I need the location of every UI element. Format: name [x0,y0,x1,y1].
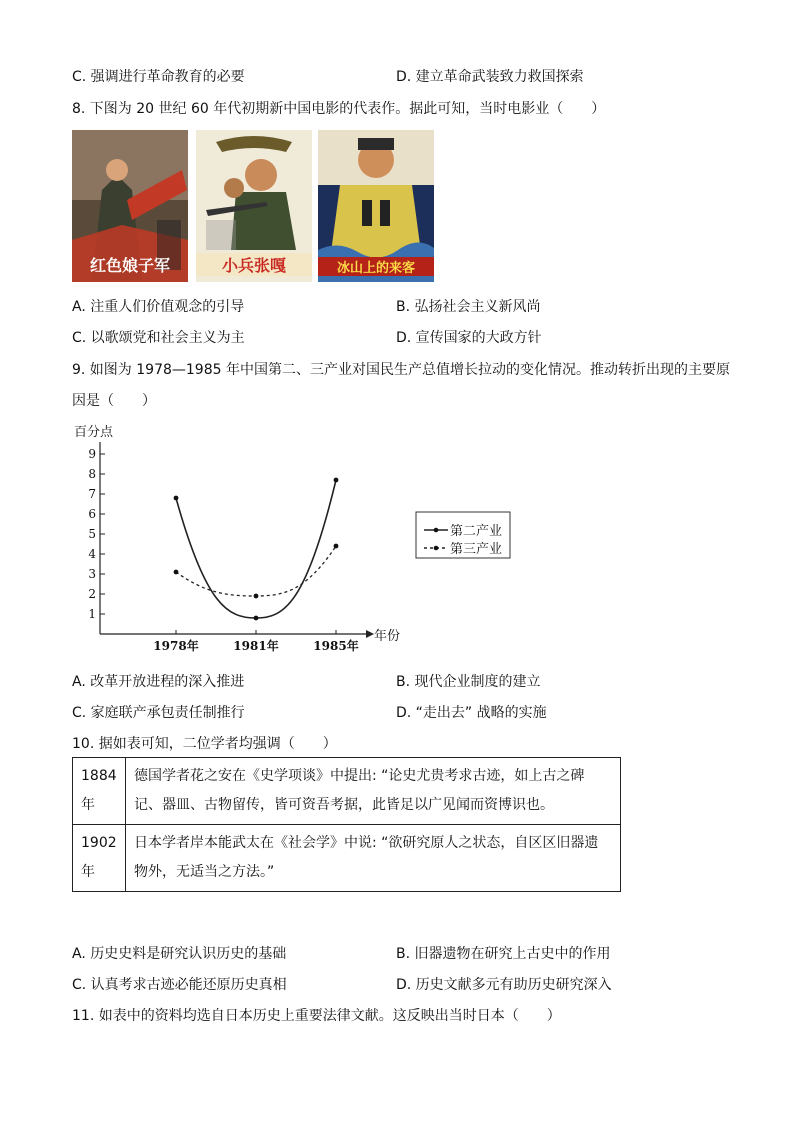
quote-line: 德国学者花之安在《史学项谈》中提出: “论史尤贵考求古迹，如上古之碑 [134,768,585,784]
q7-option-d: D. 建立革命武装致力救国探索 [396,69,584,85]
quote-line: 记、器皿、古物留传，皆可资吾考据，此皆足以广见闻而资博识也。 [134,797,554,813]
q9-option-c: C. 家庭联产承包责任制推行 [72,705,245,721]
q9-stem-line1: 9. 如图为 1978—1985 年中国第二、三产业对国民生产总值增长拉动的变化情况。推动转折出现的主要原 [72,362,730,378]
legend-label: 第三产业 [450,542,503,557]
poster-title-1: 红色娘子军 [89,256,170,275]
data-point [334,544,339,549]
poster-image-2 [196,130,312,282]
x-tick-label: 1981年 [233,639,279,653]
q10-option-d: D. 历史文献多元有助历史研究深入 [396,977,612,993]
chart-axes [88,442,374,653]
q7-option-c: C. 强调进行革命教育的必要 [72,69,245,85]
y-axis-label: 百分点 [74,425,114,440]
legend-marker [434,528,439,533]
series-line-2 [176,546,336,596]
y-tick-label: 2 [88,587,96,601]
q9-option-a: A. 改革开放进程的深入推进 [72,674,245,690]
chart-plot-area [174,478,339,621]
quote-line: 物外，无适当之方法。” [134,864,275,880]
q9-option-b: B. 现代企业制度的建立 [396,674,541,690]
industry-line-chart [70,420,530,660]
poster-title-3: 冰山上的来客 [318,257,434,276]
legend-marker [434,546,439,551]
quote-line: 日本学者岸本能武太在《社会学》中说: “欲研究原人之状态，自区区旧器遗 [134,835,599,851]
data-point [334,478,339,483]
q9-stem-line2: 因是（ ） [72,393,156,409]
q8-stem: 8. 下图为 20 世纪 60 年代初期新中国电影的代表作。据此可知，当时电影业（ ） [72,101,606,117]
q8-option-a: A. 注重人们价值观念的引导 [72,299,245,315]
year-unit: 年 [81,797,95,813]
year-unit: 年 [81,864,95,880]
y-tick-label: 7 [88,487,96,501]
data-point [174,570,179,575]
q9-option-d: D. “走出去” 战略的实施 [396,705,547,721]
q10-source-table [72,757,621,892]
table-cell-quote [126,758,621,825]
poster-image-3 [318,130,434,282]
poster-image-1 [72,130,188,282]
table-row [73,825,621,892]
q8-option-d: D. 宣传国家的大政方针 [396,330,542,346]
q8-option-b: B. 弘扬社会主义新风尚 [396,299,541,315]
data-point [174,496,179,501]
q10-option-c: C. 认真考求古迹必能还原历史真相 [72,977,287,993]
q10-stem: 10. 据如表可知，二位学者均强调（ ） [72,736,337,752]
year-number: 1902 [81,835,117,851]
y-tick-label: 9 [88,447,96,461]
data-point [254,594,259,599]
q10-option-a: A. 历史史料是研究认识历史的基础 [72,946,287,962]
y-tick-label: 5 [88,527,96,541]
y-tick-label: 6 [88,507,96,521]
y-tick-label: 1 [88,607,96,621]
q11-stem: 11. 如表中的资料均选自日本历史上重要法律文献。这反映出当时日本（ ） [72,1008,561,1024]
table-cell-year [73,825,126,892]
table-cell-quote [126,825,621,892]
poster-title-2: 小兵张嘎 [196,253,312,276]
table-row [73,758,621,825]
data-point [254,616,259,621]
legend-label: 第二产业 [450,524,503,539]
x-tick-label: 1978年 [153,639,199,653]
q10-option-b: B. 旧器遗物在研究上古史中的作用 [396,946,611,962]
year-number: 1884 [81,768,117,784]
y-tick-label: 4 [88,547,96,561]
y-tick-label: 8 [88,467,96,481]
q8-option-c: C. 以歌颂党和社会主义为主 [72,330,245,346]
y-tick-label: 3 [88,567,96,581]
x-axis-label: 年份 [374,629,401,644]
x-tick-label: 1985年 [313,639,359,653]
table-cell-year [73,758,126,825]
chart-legend [416,512,510,558]
x-axis-arrow [366,630,374,638]
